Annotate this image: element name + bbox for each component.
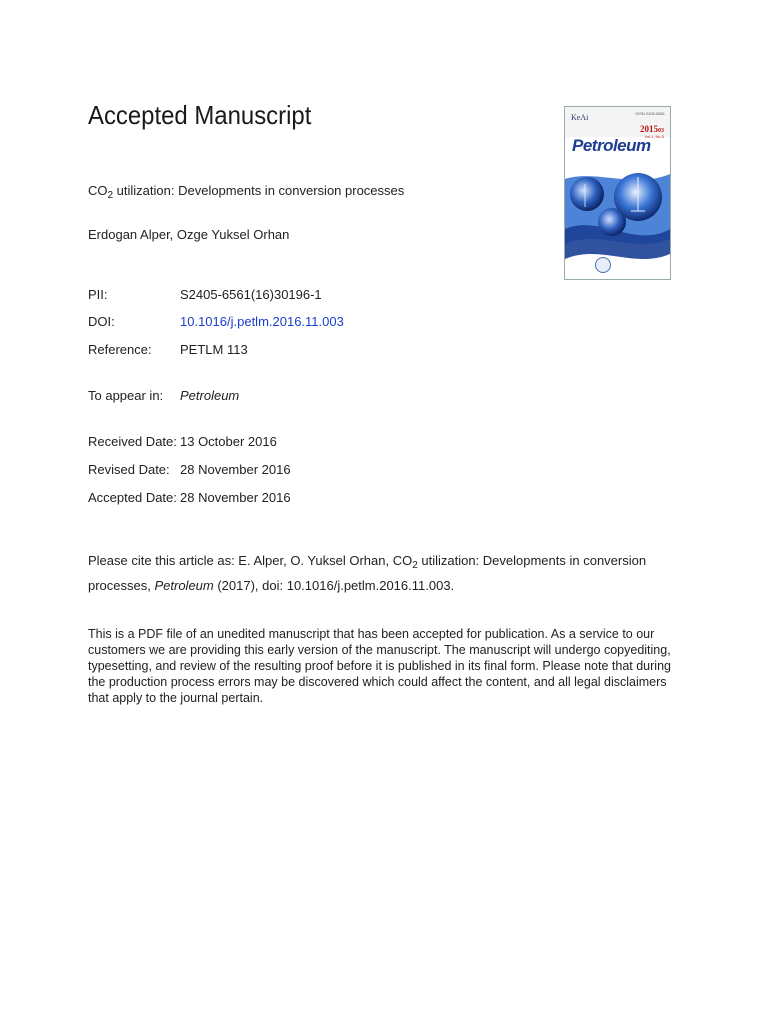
citation-part3: (2017), doi: 10.1016/j.petlm.2016.11.003.: [213, 578, 455, 593]
reference-label: Reference:: [88, 342, 152, 357]
article-title-subscript: 2: [107, 190, 114, 201]
received-value: 13 October 2016: [180, 434, 277, 449]
article-title-prefix: CO: [88, 183, 108, 198]
cover-issn: ISSN 2405-6561: [635, 111, 665, 116]
received-label: Received Date:: [88, 434, 177, 449]
article-title-rest: utilization: Developments in conversion processes: [113, 183, 405, 198]
cover-artwork: [565, 159, 670, 279]
cover-journal-name: Petroleum: [572, 136, 651, 155]
pii-label: PII:: [88, 287, 108, 302]
revised-label: Revised Date:: [88, 462, 170, 477]
authors: Erdogan Alper, Ozge Yuksel Orhan: [88, 227, 290, 242]
citation-part1: Please cite this article as: E. Alper, O. Yuksel Orhan, CO: [88, 553, 413, 568]
appear-label: To appear in:: [88, 388, 164, 403]
cover-year: [640, 124, 664, 134]
disclaimer: This is a PDF file of an unedited manuscript that has been accepted for publication. As a service to our customers we are providing this early version of the manuscript. The manuscript will undergo copyediting, typesetting, and review of the resulting proof before it is published in its final form. Please note that during the production process errors may be discovered which could affect the content, and all legal disclaimers that apply to the journal pertain.: [88, 627, 671, 705]
reference-value: PETLM 113: [180, 342, 248, 357]
page-title: Accepted Manuscript: [88, 100, 312, 130]
accepted-value: 28 November 2016: [180, 490, 291, 505]
article-title: [88, 183, 404, 201]
pii-value: S2405-6561(16)30196-1: [180, 287, 322, 302]
citation-part2: utilization: Developments in conversion processes,: [88, 553, 647, 593]
citation-journal: Petroleum: [154, 578, 214, 593]
cover-seal-icon: [595, 257, 611, 273]
cover-globe-left: [570, 177, 604, 211]
revised-value: 28 November 2016: [180, 462, 291, 477]
cover-publisher-logo: KeAi: [571, 113, 589, 122]
journal-cover: [564, 106, 671, 280]
cover-volume: Vol.1, No.3: [644, 134, 664, 139]
cover-globe-center: [598, 208, 626, 236]
accepted-label: Accepted Date:: [88, 490, 177, 505]
citation-subscript: 2: [412, 560, 418, 571]
doi-link[interactable]: 10.1016/j.petlm.2016.11.003: [180, 314, 344, 329]
citation: [88, 551, 688, 596]
appear-value: Petroleum: [180, 388, 240, 403]
doi-label: DOI:: [88, 314, 115, 329]
cover-issue: 03: [658, 128, 664, 134]
cover-year-value: 2015: [640, 124, 658, 134]
